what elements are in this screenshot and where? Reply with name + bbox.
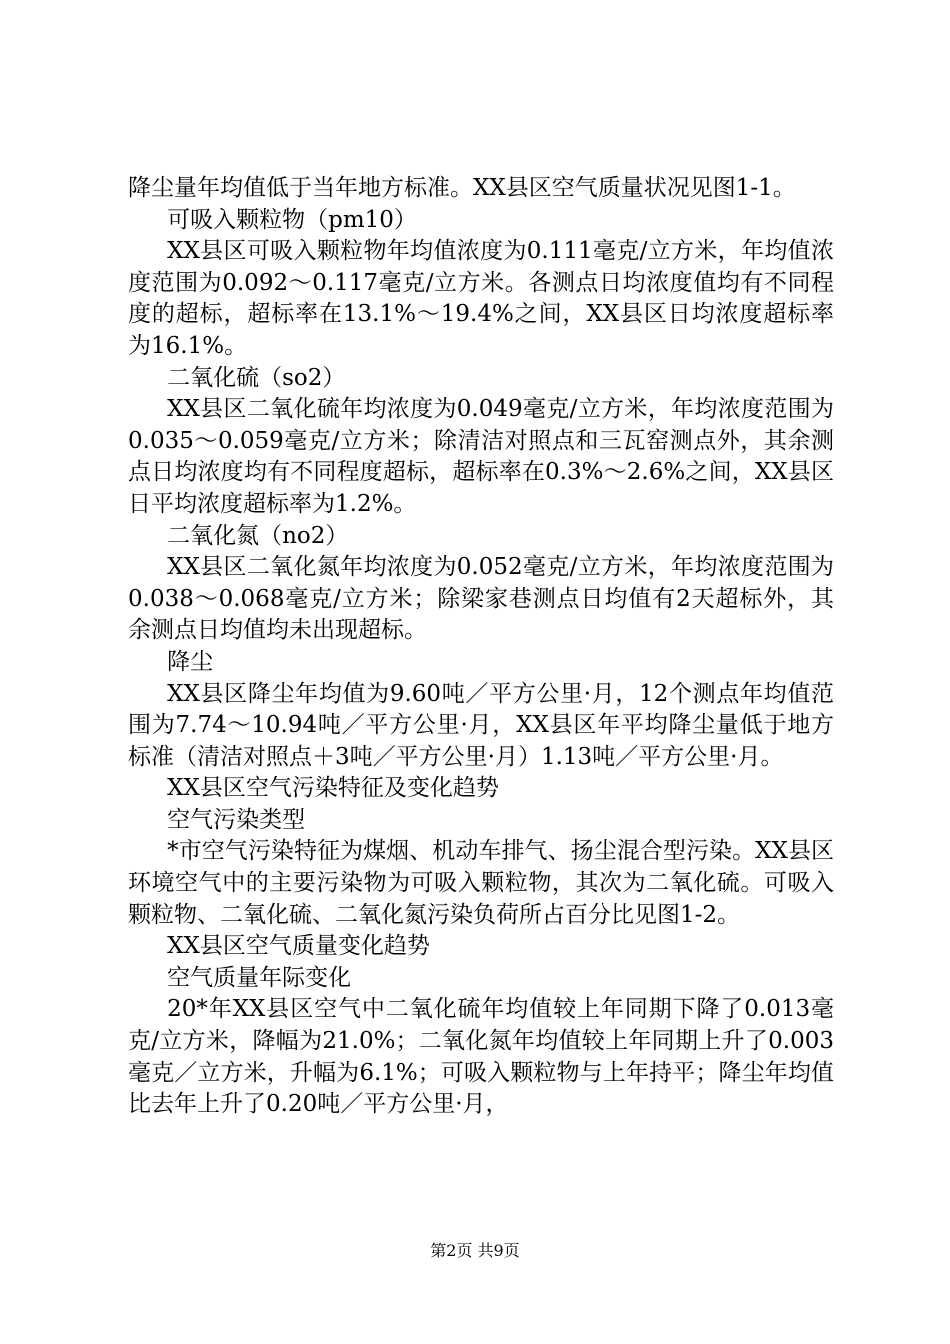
heading-pm10: 可吸入颗粒物（pm10） [167, 206, 417, 233]
heading-dustfall: 降尘 [167, 648, 214, 675]
heading-annual-change: 空气质量年际变化 [167, 964, 352, 991]
heading-no2: 二氧化氮（no2） [167, 522, 349, 549]
document-body [128, 173, 834, 1121]
paragraph-pollution-type: *市空气污染特征为煤烟、机动车排气、扬尘混合型污染。XX县区环境空气中的主要污染物为可吸入颗粒物，其次为二氧化硫。可吸入颗粒物、二氧化硫、二氧化氮污染负荷所占百分比见图1-2。 [128, 838, 834, 928]
heading-pollution-type: 空气污染类型 [167, 806, 306, 833]
page-footer: 第2页 共9页 [430, 1241, 520, 1260]
paragraph-dustfall: XX县区降尘年均值为9.60吨／平方公里·月，12个测点年均值范围为7.74～10.94吨／平方公里·月，XX县区年平均降尘量低于地方标准（清洁对照点＋3吨／平方公里·月）1.13吨／平方公里·月。 [128, 680, 834, 770]
paragraph-no2: XX县区二氧化氮年均浓度为0.052毫克/立方米，年均浓度范围为0.038～0.068毫克/立方米；除梁家巷测点日均值有2天超标外，其余测点日均值均未出现超标。 [128, 554, 834, 644]
heading-quality-trend: XX县区空气质量变化趋势 [167, 933, 430, 960]
paragraph-pm10: XX县区可吸入颗粒物年均值浓度为0.111毫克/立方米，年均值浓度范围为0.092～0.117毫克/立方米。各测点日均浓度值均有不同程度的超标，超标率在13.1%～19.4%之间，XX县区日均浓度超标率为16.1%。 [128, 238, 834, 359]
paragraph-so2: XX县区二氧化硫年均浓度为0.049毫克/立方米，年均浓度范围为0.035～0.059毫克/立方米；除清洁对照点和三瓦窑测点外，其余测点日均浓度均有不同程度超标，超标率在0.3%～2.6%之间，XX县区日平均浓度超标率为1.2%。 [128, 396, 834, 517]
heading-so2: 二氧化硫（so2） [167, 364, 346, 391]
heading-pollution-characteristics: XX县区空气污染特征及变化趋势 [167, 775, 499, 802]
paragraph-annual-change: 20*年XX县区空气中二氧化硫年均值较上年同期下降了0.013毫克/立方米，降幅为21.0%；二氧化氮年均值较上年同期上升了0.003毫克／立方米，升幅为6.1%；可吸入颗粒物与上年持平；降尘年均值比去年上升了0.20吨／平方公里·月， [128, 996, 834, 1118]
paragraph-continuation: 降尘量年均值低于当年地方标准。XX县区空气质量状况见图1-1。 [128, 175, 796, 201]
